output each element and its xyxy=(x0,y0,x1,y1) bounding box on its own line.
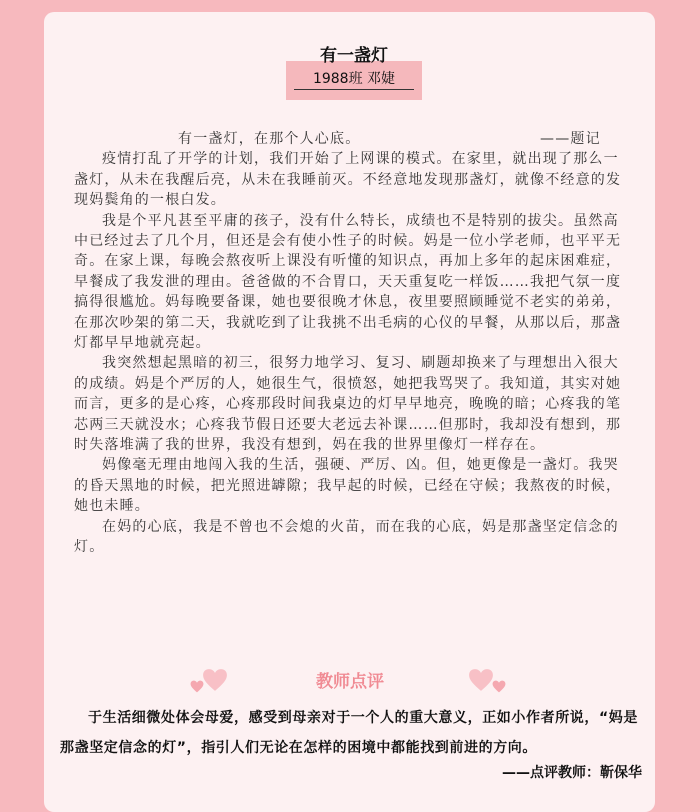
review-title: 教师点评 xyxy=(316,672,384,692)
paragraph: 疫情打乱了开学的计划，我们开始了上网课的模式。在家里，就出现了那么一盏灯，从未在我醒后亮，从未在我睡前灭。不经意地发现那盏灯，就像不经意的发现妈鬓角的一根白发。 xyxy=(74,151,622,209)
article-body xyxy=(74,129,630,558)
article-title: 有一盏灯 xyxy=(320,46,388,66)
review-paragraph: 于生活细微处体会母爱，感受到母亲对于一个人的重大意义，正如小作者所说，“妈是那盏坚定信念的灯”，指引人们无论在怎样的困境中都能找到前进的方向。 xyxy=(60,710,638,756)
review-header xyxy=(190,668,510,698)
paragraph: 妈像毫无理由地闯入我的生活，强硬、严厉、凶。但，她更像是一盏灯。我哭的昏天黑地的时候，把光照进罅隙；我早起的时候，已经在守候；我熬夜的时候，她也未睡。 xyxy=(74,457,622,515)
review-body xyxy=(60,703,650,763)
title-block xyxy=(286,46,422,100)
paragraph: 在妈的心底，我是不曾也不会熄的火苗，而在我的心底，妈是那盏坚定信念的灯。 xyxy=(74,518,619,556)
article-byline: 1988班 邓婕 xyxy=(312,71,396,87)
epigraph xyxy=(74,129,630,149)
heart-icon xyxy=(492,680,506,693)
epigraph-signature: ——题记 xyxy=(540,131,601,147)
paragraph: 我是个平凡甚至平庸的孩子，没有什么特长，成绩也不是特别的拔尖。虽然高中已经过去了几个月，但还是会有使小性子的时候。妈是一位小学老师，也平平无奇。在家上课，每晚会熬夜听上课没有听懂的知识点，再加上多年的起床困难症，早餐成了我发泄的理由。爸爸做的不合胃口，天天重复吃一样饭……我把气氛一度搞得很尴尬。妈每晚要备课，她也要很晚才休息，夜里要照顾睡觉不老实的弟弟，在那次吵架的第二天，我就吃到了让我挑不出毛病的心仪的早餐，从那以后，那盏灯都早早地就亮起。 xyxy=(74,212,622,352)
review-signature: ——点评教师：靳保华 xyxy=(502,765,642,781)
heart-icon xyxy=(468,668,494,692)
heart-icon xyxy=(202,668,228,692)
epigraph-text: 有一盏灯，在那个人心底。 xyxy=(178,131,361,147)
byline-underline xyxy=(294,89,414,90)
paragraph: 我突然想起黑暗的初三，很努力地学习、复习、刷题却换来了与理想出入很大的成绩。妈是个严厉的人，她很生气，很愤怒，她把我骂哭了。我知道，其实对她而言，更多的是心疼，心疼那段时间我桌边的灯早早地亮，晚晚的暗；心疼我的笔芯两三天就没水；心疼我节假日还要大老远去补课……但那时，我却没有想到，那时失落堆满了我的世界，我没有想到，妈在我的世界里像灯一样存在。 xyxy=(74,355,622,454)
